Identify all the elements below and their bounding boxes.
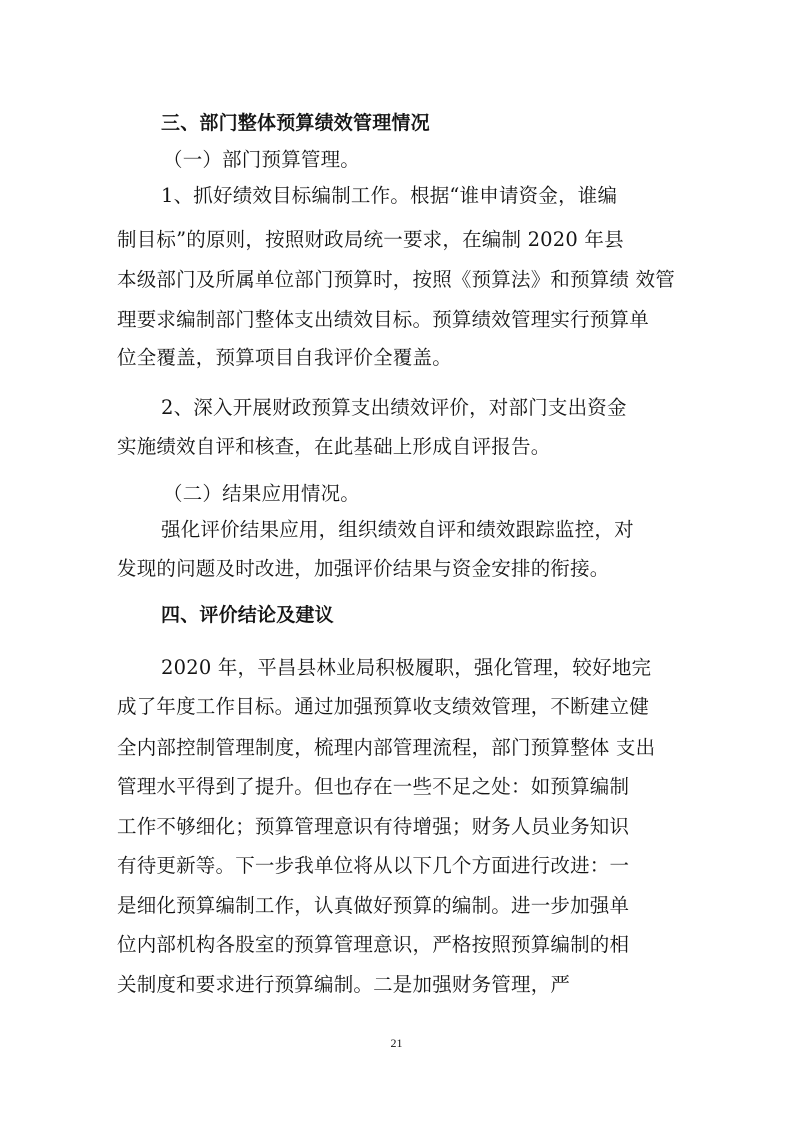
paragraph-4-line-9: 关制度和要求进行预算编制。二是加强财务管理，严 <box>117 973 571 996</box>
paragraph-4-line-8: 位内部机构各股室的预算管理意识，严格按照预算编制的相 <box>117 933 630 956</box>
paragraph-1-line-1: 1、抓好绩效目标编制工作。根据“谁申请资金，谁编 <box>161 184 618 207</box>
paragraph-1-line-4: 理要求编制部门整体支出绩效目标。预算绩效管理实行预算单 <box>117 308 649 331</box>
paragraph-4-line-1: 2020 年，平昌县林业局积极履职，强化管理，较好地完 <box>161 656 652 679</box>
paragraph-1-line-3: 本级部门及所属单位部门预算时，按照《预算法》和预算绩 效管 <box>117 268 675 291</box>
paragraph-2-line-2: 实施绩效自评和核查，在此基础上形成自评报告。 <box>117 435 551 458</box>
section-3-heading: 三、部门整体预算绩效管理情况 <box>161 112 430 134</box>
paragraph-3-line-2: 发现的问题及时改进，加强评价结果与资金安排的衔接。 <box>117 557 610 580</box>
paragraph-1-line-5: 位全覆盖，预算项目自我评价全覆盖。 <box>117 346 452 369</box>
paragraph-4-line-2: 成了年度工作目标。通过加强预算收支绩效管理，不断建立健 <box>117 695 649 718</box>
paragraph-1-line-2: 制目标”的原则，按照财政局统一要求，在编制 2020 年县 <box>117 228 624 251</box>
paragraph-4-line-5: 工作不够细化；预算管理意识有待增强；财务人员业务知识 <box>117 815 630 838</box>
paragraph-3-line-1: 强化评价结果应用，组织绩效自评和绩效跟踪监控，对 <box>161 518 634 541</box>
paragraph-2-line-1: 2、深入开展财政预算支出绩效评价，对部门支出资金 <box>161 396 627 419</box>
section-4-heading: 四、评价结论及建议 <box>161 604 334 626</box>
paragraph-4-line-6: 有待更新等。下一步我单位将从以下几个方面进行改进：一 <box>117 854 630 877</box>
paragraph-4-line-3: 全内部控制管理制度，梳理内部管理流程，部门预算整体 支出 <box>117 736 656 759</box>
subsection-budget-management: （一）部门预算管理。 <box>163 148 361 171</box>
paragraph-4-line-7: 是细化预算编制工作，认真做好预算的编制。进一步加强单 <box>117 894 630 917</box>
page-number: 21 <box>390 1036 403 1050</box>
subsection-result-application: （二）结果应用情况。 <box>163 482 361 505</box>
paragraph-4-line-4: 管理水平得到了提升。但也存在一些不足之处：如预算编制 <box>117 775 630 798</box>
